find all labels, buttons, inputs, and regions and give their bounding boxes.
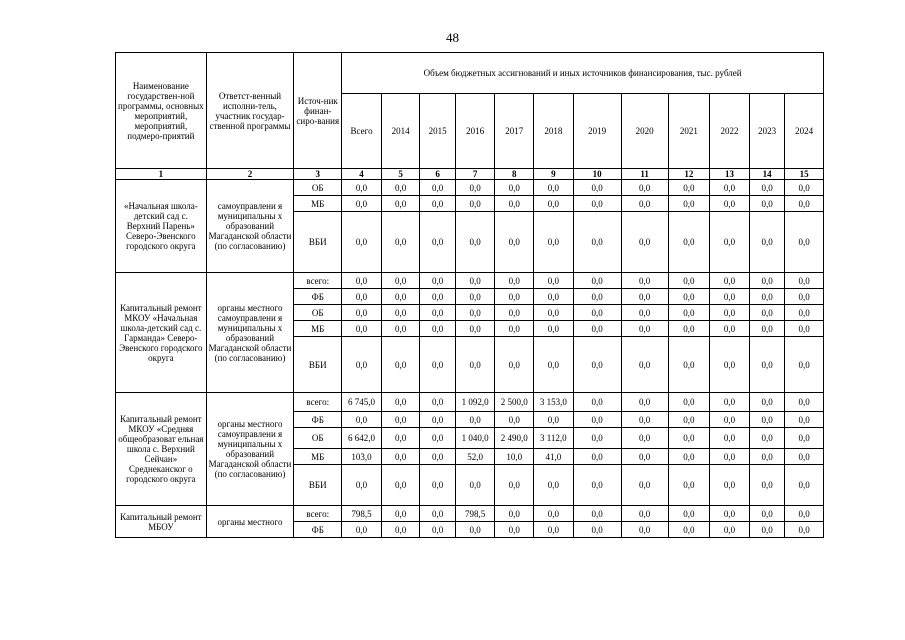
value-cell: 0,0 [785, 180, 824, 196]
value-cell: 0,0 [668, 428, 710, 449]
header-year: 2014 [381, 94, 420, 169]
source-cell: всего: [294, 393, 342, 412]
column-number: 2 [206, 169, 294, 180]
total-cell: 798,5 [342, 506, 382, 522]
header-year: 2020 [621, 94, 668, 169]
value-cell: 0,0 [668, 289, 710, 305]
value-cell: 0,0 [534, 289, 574, 305]
value-cell: 798,5 [455, 506, 495, 522]
total-cell: 0,0 [342, 212, 382, 273]
page-number: 48 [446, 30, 459, 45]
total-cell: 0,0 [342, 289, 382, 305]
column-number: 14 [749, 169, 784, 180]
table-row [116, 180, 824, 196]
value-cell: 0,0 [785, 196, 824, 212]
value-cell: 0,0 [495, 180, 534, 196]
value-cell: 0,0 [785, 289, 824, 305]
value-cell: 0,0 [621, 180, 668, 196]
column-number-row [116, 169, 824, 180]
executor-cell: органы местного [206, 506, 294, 538]
value-cell: 0,0 [785, 393, 824, 412]
value-cell: 0,0 [785, 273, 824, 289]
value-cell: 0,0 [785, 465, 824, 506]
value-cell: 0,0 [668, 522, 710, 538]
total-cell: 0,0 [342, 337, 382, 393]
value-cell: 0,0 [749, 321, 784, 337]
value-cell: 0,0 [749, 465, 784, 506]
source-cell: всего: [294, 506, 342, 522]
value-cell: 0,0 [621, 289, 668, 305]
value-cell: 0,0 [455, 212, 495, 273]
value-cell: 0,0 [573, 321, 621, 337]
value-cell: 0,0 [420, 273, 455, 289]
value-cell: 0,0 [573, 428, 621, 449]
value-cell: 0,0 [420, 393, 455, 412]
value-cell: 0,0 [495, 337, 534, 393]
value-cell: 0,0 [573, 412, 621, 428]
value-cell: 0,0 [621, 273, 668, 289]
executor-cell: органы местного самоуправлени я муниципальны х образований Магаданской области (по согласованию) [206, 393, 294, 506]
value-cell: 0,0 [420, 196, 455, 212]
value-cell: 3 112,0 [534, 428, 574, 449]
value-cell: 0,0 [668, 196, 710, 212]
value-cell: 0,0 [495, 465, 534, 506]
value-cell: 0,0 [668, 506, 710, 522]
value-cell: 0,0 [621, 522, 668, 538]
value-cell: 0,0 [381, 180, 420, 196]
value-cell: 0,0 [420, 305, 455, 321]
value-cell: 0,0 [668, 393, 710, 412]
value-cell: 0,0 [573, 337, 621, 393]
value-cell: 0,0 [710, 321, 750, 337]
value-cell: 0,0 [668, 412, 710, 428]
value-cell: 2 500,0 [495, 393, 534, 412]
budget-body [116, 180, 824, 538]
program-name-cell: Капитальный ремонт МБОУ [116, 506, 207, 538]
value-cell: 0,0 [534, 522, 574, 538]
column-number: 5 [381, 169, 420, 180]
value-cell: 0,0 [420, 289, 455, 305]
value-cell: 0,0 [573, 449, 621, 465]
value-cell: 0,0 [381, 428, 420, 449]
table-row [116, 393, 824, 412]
column-number: 1 [116, 169, 207, 180]
value-cell: 0,0 [381, 522, 420, 538]
value-cell: 0,0 [573, 506, 621, 522]
value-cell: 3 153,0 [534, 393, 574, 412]
value-cell: 0,0 [668, 465, 710, 506]
table-row [116, 506, 824, 522]
value-cell: 0,0 [785, 337, 824, 393]
program-name-cell: Капитальный ремонт МКОУ «Средняя общеобразоват ельная школа с. Верхний Сейчан» Среднеканског о городского округа [116, 393, 207, 506]
value-cell: 0,0 [495, 273, 534, 289]
value-cell: 0,0 [573, 522, 621, 538]
value-cell: 0,0 [573, 465, 621, 506]
value-cell: 0,0 [621, 449, 668, 465]
value-cell: 0,0 [381, 196, 420, 212]
source-cell: ВБИ [294, 212, 342, 273]
header-source: Источ-ник финан-сиро-вания [294, 53, 342, 169]
program-name-cell: Капитальный ремонт МКОУ «Начальная школа-детский сад с. Гарманда» Северо-Эвенского городского округа [116, 273, 207, 393]
value-cell: 0,0 [381, 289, 420, 305]
column-number: 6 [420, 169, 455, 180]
value-cell: 0,0 [668, 305, 710, 321]
value-cell: 0,0 [495, 412, 534, 428]
value-cell: 0,0 [420, 321, 455, 337]
value-cell: 0,0 [534, 506, 574, 522]
total-cell: 0,0 [342, 321, 382, 337]
header-executor: Ответст-венный исполни-тель, участник государ-ственной программы [206, 53, 294, 169]
value-cell: 0,0 [573, 273, 621, 289]
value-cell: 0,0 [710, 522, 750, 538]
column-number: 15 [785, 169, 824, 180]
source-cell: ФБ [294, 412, 342, 428]
value-cell: 0,0 [621, 196, 668, 212]
value-cell: 0,0 [495, 522, 534, 538]
value-cell: 0,0 [749, 449, 784, 465]
value-cell: 0,0 [420, 337, 455, 393]
total-cell: 6 745,0 [342, 393, 382, 412]
value-cell: 0,0 [381, 449, 420, 465]
value-cell: 0,0 [749, 180, 784, 196]
header-year: 2019 [573, 94, 621, 169]
total-cell: 0,0 [342, 522, 382, 538]
value-cell: 0,0 [420, 506, 455, 522]
value-cell: 0,0 [534, 305, 574, 321]
value-cell: 1 040,0 [455, 428, 495, 449]
value-cell: 0,0 [455, 522, 495, 538]
value-cell: 0,0 [710, 273, 750, 289]
source-cell: МБ [294, 321, 342, 337]
value-cell: 0,0 [381, 465, 420, 506]
value-cell: 0,0 [381, 506, 420, 522]
source-cell: ОБ [294, 428, 342, 449]
value-cell: 0,0 [710, 506, 750, 522]
value-cell: 0,0 [381, 412, 420, 428]
value-cell: 0,0 [668, 273, 710, 289]
value-cell: 0,0 [785, 321, 824, 337]
source-cell: ОБ [294, 305, 342, 321]
value-cell: 0,0 [573, 305, 621, 321]
value-cell: 0,0 [573, 393, 621, 412]
value-cell: 0,0 [749, 506, 784, 522]
value-cell: 0,0 [668, 212, 710, 273]
value-cell: 0,0 [495, 196, 534, 212]
header-year: 2021 [668, 94, 710, 169]
value-cell: 0,0 [534, 337, 574, 393]
source-cell: МБ [294, 196, 342, 212]
value-cell: 10,0 [495, 449, 534, 465]
header-year: 2016 [455, 94, 495, 169]
value-cell: 0,0 [534, 465, 574, 506]
total-cell: 0,0 [342, 305, 382, 321]
value-cell: 0,0 [749, 337, 784, 393]
value-cell: 0,0 [621, 506, 668, 522]
value-cell: 0,0 [668, 449, 710, 465]
value-cell: 0,0 [420, 428, 455, 449]
value-cell: 0,0 [668, 321, 710, 337]
value-cell: 0,0 [573, 196, 621, 212]
value-cell: 1 092,0 [455, 393, 495, 412]
header-year: 2024 [785, 94, 824, 169]
value-cell: 0,0 [621, 412, 668, 428]
value-cell: 0,0 [573, 180, 621, 196]
value-cell: 0,0 [710, 305, 750, 321]
value-cell: 0,0 [749, 428, 784, 449]
total-cell: 0,0 [342, 465, 382, 506]
column-number: 3 [294, 169, 342, 180]
value-cell: 0,0 [381, 305, 420, 321]
value-cell: 2 490,0 [495, 428, 534, 449]
total-cell: 6 642,0 [342, 428, 382, 449]
value-cell: 0,0 [749, 305, 784, 321]
value-cell: 0,0 [455, 465, 495, 506]
source-cell: МБ [294, 449, 342, 465]
value-cell: 0,0 [381, 273, 420, 289]
source-cell: ФБ [294, 522, 342, 538]
column-number: 11 [621, 169, 668, 180]
value-cell: 0,0 [534, 212, 574, 273]
value-cell: 0,0 [420, 412, 455, 428]
value-cell: 0,0 [785, 449, 824, 465]
header-year: 2023 [749, 94, 784, 169]
column-number: 8 [495, 169, 534, 180]
value-cell: 0,0 [710, 412, 750, 428]
total-cell: 0,0 [342, 273, 382, 289]
header-total: Всего [342, 94, 382, 169]
value-cell: 0,0 [534, 412, 574, 428]
source-cell: ВБИ [294, 465, 342, 506]
value-cell: 0,0 [749, 196, 784, 212]
budget-table [115, 52, 824, 538]
value-cell: 0,0 [455, 321, 495, 337]
value-cell: 0,0 [455, 337, 495, 393]
value-cell: 0,0 [710, 428, 750, 449]
value-cell: 0,0 [420, 465, 455, 506]
value-cell: 0,0 [621, 428, 668, 449]
value-cell: 0,0 [668, 180, 710, 196]
header-year: 2017 [495, 94, 534, 169]
source-cell: всего: [294, 273, 342, 289]
value-cell: 0,0 [381, 393, 420, 412]
value-cell: 0,0 [495, 289, 534, 305]
value-cell: 0,0 [495, 305, 534, 321]
column-number: 13 [710, 169, 750, 180]
value-cell: 0,0 [455, 305, 495, 321]
total-cell: 0,0 [342, 180, 382, 196]
value-cell: 0,0 [621, 393, 668, 412]
column-number: 10 [573, 169, 621, 180]
header-name: Наименование государствен-ной программы, основных мероприятий, мероприятий, подмеро-приятий [116, 53, 207, 169]
executor-cell: самоуправлени я муниципальны х образований Магаданской области (по согласованию) [206, 180, 294, 273]
column-number: 4 [342, 169, 382, 180]
value-cell: 0,0 [749, 212, 784, 273]
value-cell: 0,0 [785, 412, 824, 428]
column-number: 9 [534, 169, 574, 180]
executor-cell: органы местного самоуправлени я муниципальны х образований Магаданской области (по согласованию) [206, 273, 294, 393]
value-cell: 0,0 [749, 289, 784, 305]
value-cell: 0,0 [455, 180, 495, 196]
value-cell: 0,0 [710, 393, 750, 412]
value-cell: 0,0 [573, 289, 621, 305]
value-cell: 0,0 [710, 465, 750, 506]
value-cell: 0,0 [785, 212, 824, 273]
value-cell: 0,0 [534, 321, 574, 337]
header-year: 2015 [420, 94, 455, 169]
value-cell: 0,0 [710, 212, 750, 273]
value-cell: 0,0 [381, 321, 420, 337]
value-cell: 0,0 [785, 506, 824, 522]
value-cell: 0,0 [455, 289, 495, 305]
value-cell: 0,0 [710, 196, 750, 212]
value-cell: 0,0 [785, 522, 824, 538]
value-cell: 0,0 [534, 180, 574, 196]
value-cell: 0,0 [710, 449, 750, 465]
value-cell: 0,0 [534, 273, 574, 289]
value-cell: 52,0 [455, 449, 495, 465]
source-cell: ОБ [294, 180, 342, 196]
value-cell: 41,0 [534, 449, 574, 465]
value-cell: 0,0 [785, 305, 824, 321]
column-number: 7 [455, 169, 495, 180]
value-cell: 0,0 [381, 212, 420, 273]
value-cell: 0,0 [495, 321, 534, 337]
total-cell: 0,0 [342, 196, 382, 212]
value-cell: 0,0 [621, 305, 668, 321]
value-cell: 0,0 [381, 337, 420, 393]
value-cell: 0,0 [710, 180, 750, 196]
header-year: 2018 [534, 94, 574, 169]
value-cell: 0,0 [785, 428, 824, 449]
total-cell: 0,0 [342, 412, 382, 428]
value-cell: 0,0 [749, 412, 784, 428]
value-cell: 0,0 [668, 337, 710, 393]
header-volume: Объем бюджетных ассигнований и иных источников финансирования, тыс. рублей [342, 53, 824, 94]
value-cell: 0,0 [420, 449, 455, 465]
column-number: 12 [668, 169, 710, 180]
value-cell: 0,0 [621, 337, 668, 393]
value-cell: 0,0 [710, 289, 750, 305]
total-cell: 103,0 [342, 449, 382, 465]
value-cell: 0,0 [749, 522, 784, 538]
value-cell: 0,0 [420, 212, 455, 273]
value-cell: 0,0 [749, 393, 784, 412]
value-cell: 0,0 [534, 196, 574, 212]
value-cell: 0,0 [710, 337, 750, 393]
value-cell: 0,0 [495, 212, 534, 273]
table-row [116, 273, 824, 289]
program-name-cell: «Начальная школа-детский сад с. Верхний Парень» Северо-Эвенского городского округа [116, 180, 207, 273]
value-cell: 0,0 [621, 321, 668, 337]
value-cell: 0,0 [455, 196, 495, 212]
header-year: 2022 [710, 94, 750, 169]
value-cell: 0,0 [621, 212, 668, 273]
value-cell: 0,0 [621, 465, 668, 506]
source-cell: ВБИ [294, 337, 342, 393]
value-cell: 0,0 [420, 180, 455, 196]
source-cell: ФБ [294, 289, 342, 305]
value-cell: 0,0 [573, 212, 621, 273]
value-cell: 0,0 [420, 522, 455, 538]
value-cell: 0,0 [455, 412, 495, 428]
value-cell: 0,0 [455, 273, 495, 289]
value-cell: 0,0 [495, 506, 534, 522]
value-cell: 0,0 [749, 273, 784, 289]
